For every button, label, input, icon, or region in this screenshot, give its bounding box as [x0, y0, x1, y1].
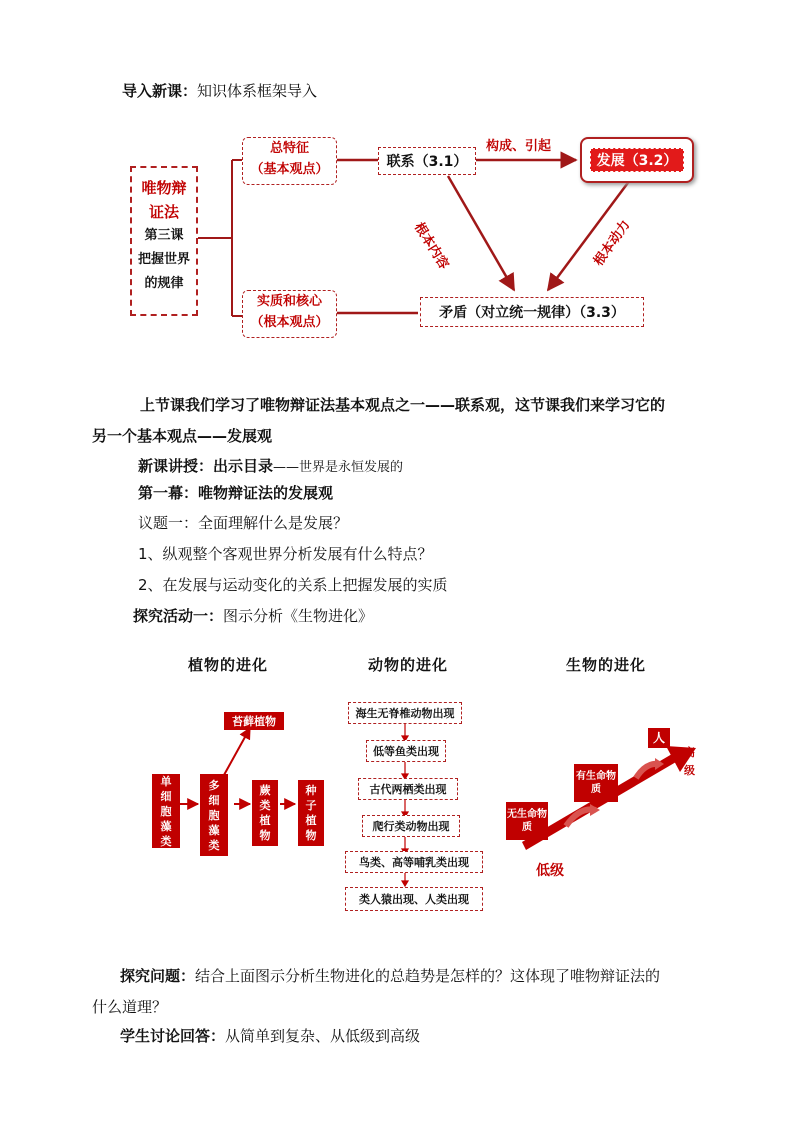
animal-step: 低等鱼类出现 — [366, 740, 446, 762]
animal-step: 爬行类动物出现 — [362, 815, 460, 837]
paragraph-line-2: 另一个基本观点——发展观 — [92, 427, 273, 445]
main-topic-box — [130, 166, 198, 316]
topic-title: 议题一：全面理解什么是发展？ — [138, 514, 349, 532]
seed-plant-box: 种子植物 — [298, 780, 324, 846]
node-contradiction: 矛盾（对立统一规律）（3.3） — [420, 297, 644, 327]
inquiry-text: 结合上面图示分析生物进化的总趋势是怎样的？这体现了唯物辩证法的 — [195, 967, 661, 985]
fern-plant-box: 蕨类植物 — [252, 780, 278, 846]
animal-title: 动物的进化 — [368, 656, 449, 674]
main-title-1: 唯物辩 — [141, 179, 187, 197]
answer-text: 从简单到复杂、从低级到高级 — [225, 1027, 421, 1045]
bio-title: 生物的进化 — [566, 656, 647, 674]
low-level-label: 低级 — [536, 863, 564, 879]
nonliving-matter-box: 无生命物质 — [506, 802, 548, 840]
activity-line — [133, 605, 373, 627]
animal-step: 古代两栖类出现 — [358, 778, 458, 800]
basic-view-sub: （基本观点） — [250, 162, 329, 177]
high-level-label: 高级 — [684, 746, 695, 777]
basic-view-title: 总特征 — [269, 141, 309, 156]
inquiry-label: 探究问题： — [120, 967, 196, 985]
framework-diagram — [0, 0, 794, 360]
activity-text: 图示分析《生物进化》 — [223, 607, 374, 625]
animal-step: 海生无脊椎动物出现 — [348, 702, 462, 724]
basic-view-label — [242, 137, 337, 185]
main-sub-3: 的规律 — [144, 276, 184, 291]
plant-title: 植物的进化 — [188, 656, 269, 674]
node-link: 联系（3.1） — [378, 147, 476, 175]
animal-step: 类人猿出现、人类出现 — [345, 887, 483, 911]
evolution-figure — [0, 640, 794, 930]
edge-label-right: 根本动力 — [591, 217, 634, 269]
lecture-label: 新课讲授：出示目录 — [138, 457, 274, 475]
edge-label-top: 构成、引起 — [486, 139, 552, 154]
question-1: 1、纵观整个客观世界分析发展有什么特点？ — [138, 545, 433, 563]
question-2: 2、在发展与运动变化的关系上把握发展的实质 — [138, 576, 448, 594]
multicell-algae-box: 多细胞藻类 — [200, 774, 228, 856]
activity-label: 探究活动一： — [133, 607, 224, 625]
human-box: 人 — [648, 728, 670, 748]
answer-label: 学生讨论回答： — [120, 1027, 226, 1045]
inquiry-line-1 — [120, 965, 660, 987]
fundamental-view-title: 实质和核心 — [256, 294, 322, 309]
unicell-algae-box: 单细胞藻类 — [152, 774, 180, 848]
fundamental-view-label — [242, 290, 337, 338]
main-sub-1: 第三课 — [144, 228, 184, 243]
main-title-2: 证法 — [148, 203, 179, 221]
act-title: 第一幕：唯物辩证法的发展观 — [138, 484, 334, 502]
node-development — [580, 137, 694, 183]
fundamental-view-sub: （根本观点） — [250, 315, 329, 330]
arrow-link-to-contra — [448, 176, 514, 290]
answer-line — [120, 1025, 420, 1047]
paragraph-line-1: 上节课我们学习了唯物辩证法基本观点之一——联系观，这节课我们来学习它的 — [140, 396, 666, 414]
living-matter-box: 有生命物质 — [574, 764, 618, 802]
node-development-label: 发展（3.2） — [590, 148, 684, 172]
lecture-line — [138, 455, 403, 479]
lecture-text: ——世界是永恒发展的 — [273, 460, 404, 475]
edge-label-left: 根本内容 — [410, 220, 452, 273]
animal-step: 鸟类、高等哺乳类出现 — [345, 851, 483, 873]
intro-label: 导入新课： — [122, 82, 198, 100]
moss-plant-box: 苔藓植物 — [224, 712, 284, 730]
inquiry-line-2: 什么道理？ — [92, 998, 168, 1016]
main-sub-2: 把握世界 — [137, 252, 190, 267]
intro-text: 知识体系框架导入 — [197, 82, 318, 100]
